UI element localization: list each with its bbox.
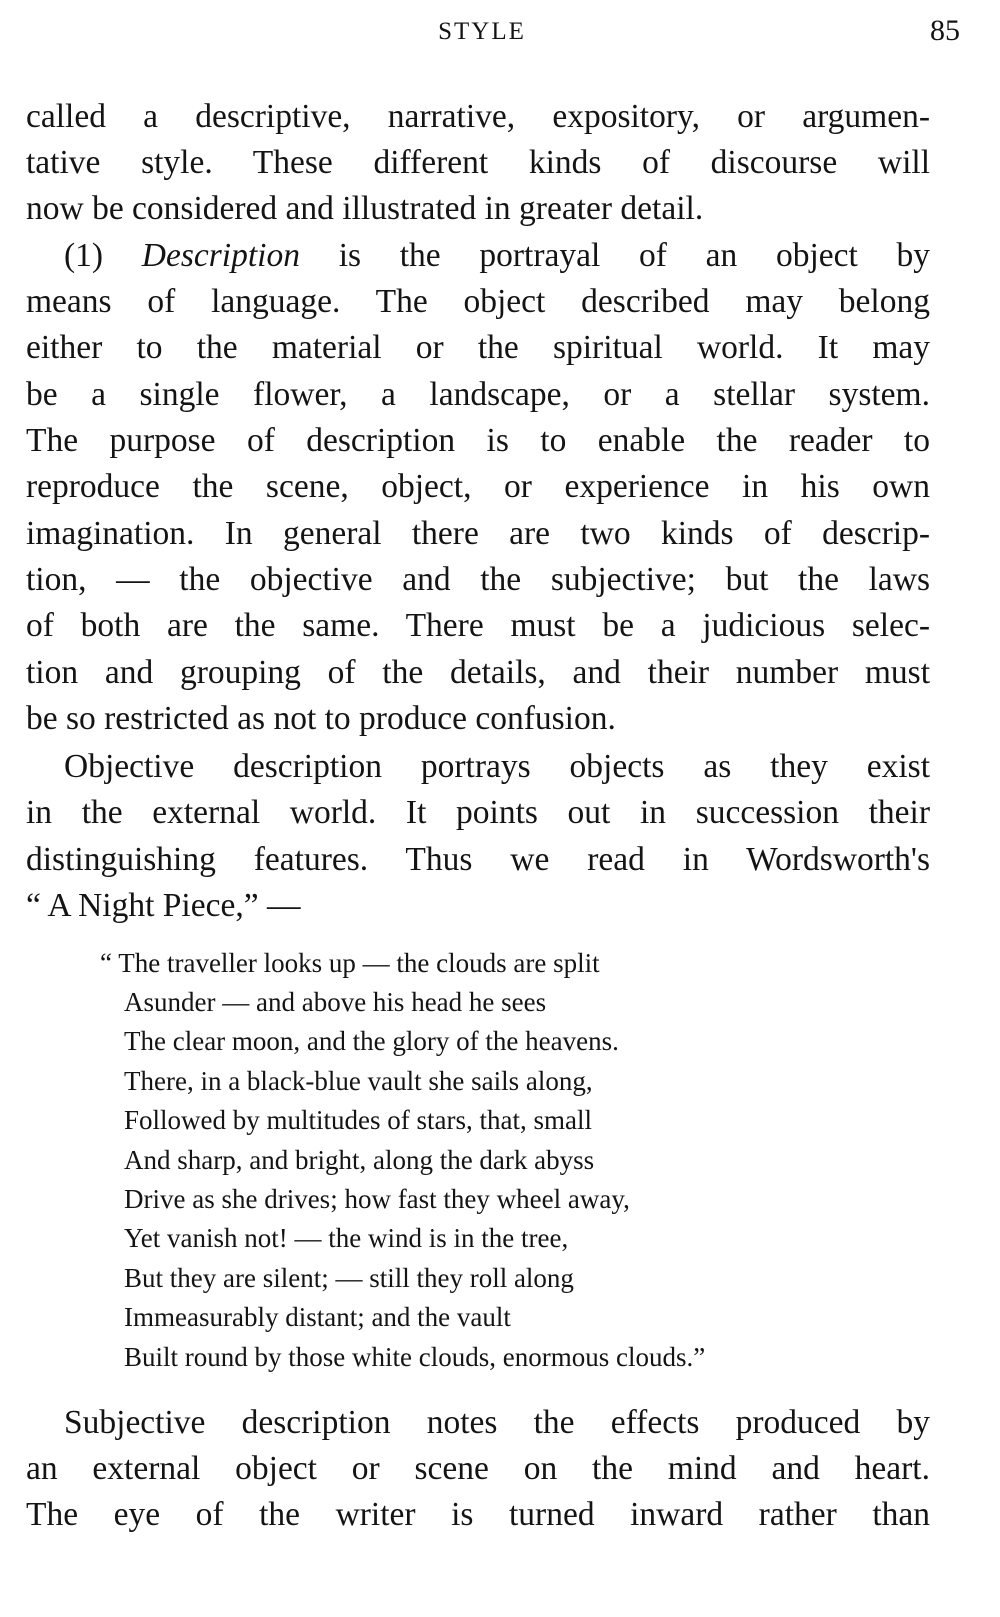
poem-line: And sharp, and bright, along the dark abyss [124, 1145, 595, 1175]
poem-line: Built round by those white clouds, enormous clouds.” [124, 1342, 706, 1372]
text-line: called a descriptive, narrative, expository, or argumen- [26, 98, 930, 135]
description-lead-line [26, 233, 930, 279]
poem-line: Yet vanish not! — the wind is in the tree, [124, 1223, 569, 1253]
text-line: tion, — the objective and the subjective; but the laws [26, 561, 930, 598]
poem-line: “ The traveller looks up — the clouds are split [100, 948, 600, 978]
poem-line: But they are silent; — still they roll along [124, 1263, 574, 1293]
text-line: means of language. The object described may belong [26, 283, 930, 320]
lead-line-text: is the portrayal of an object by [338, 237, 931, 274]
section-number: (1) [64, 237, 104, 274]
text-line: The eye of the writer is turned inward rather than [26, 1496, 930, 1533]
text-line: Subjective description notes the effects produced by [64, 1404, 930, 1441]
text-line: Objective description portrays objects as they exist [64, 748, 930, 785]
text-line: reproduce the scene, object, or experience in his own [26, 468, 930, 505]
running-title: STYLE [438, 18, 526, 45]
poem-line: Followed by multitudes of stars, that, small [124, 1105, 592, 1135]
text-line: tion and grouping of the details, and their number must [26, 654, 930, 691]
text-line: imagination. In general there are two kinds of descrip- [26, 515, 930, 552]
term-description: Description [141, 237, 300, 274]
text-line: now be considered and illustrated in greater detail. [26, 190, 704, 227]
running-head [0, 14, 1000, 54]
text-line: either to the material or the spiritual world. It may [26, 329, 930, 366]
poem-line: The clear moon, and the glory of the heavens. [124, 1026, 619, 1056]
text-line: of both are the same. There must be a judicious selec- [26, 607, 930, 644]
text-line: distinguishing features. Thus we read in Wordsworth's [26, 841, 930, 878]
text-line: The purpose of description is to enable the reader to [26, 422, 930, 459]
text-line: be a single flower, a landscape, or a stellar system. [26, 376, 930, 413]
poem-line: There, in a black-blue vault she sails along, [124, 1066, 593, 1096]
page-number: 85 [930, 14, 960, 47]
poem-line: Drive as she drives; how fast they wheel away, [124, 1184, 630, 1214]
text-line: an external object or scene on the mind and heart. [26, 1450, 930, 1487]
text-line: tative style. These different kinds of discourse will [26, 144, 930, 181]
text-line: be so restricted as not to produce confusion. [26, 700, 616, 737]
text-line: “ A Night Piece,” — [26, 887, 301, 924]
text-line: in the external world. It points out in succession their [26, 794, 930, 831]
poem-line: Immeasurably distant; and the vault [124, 1302, 511, 1332]
poem-line: Asunder — and above his head he sees [124, 987, 547, 1017]
